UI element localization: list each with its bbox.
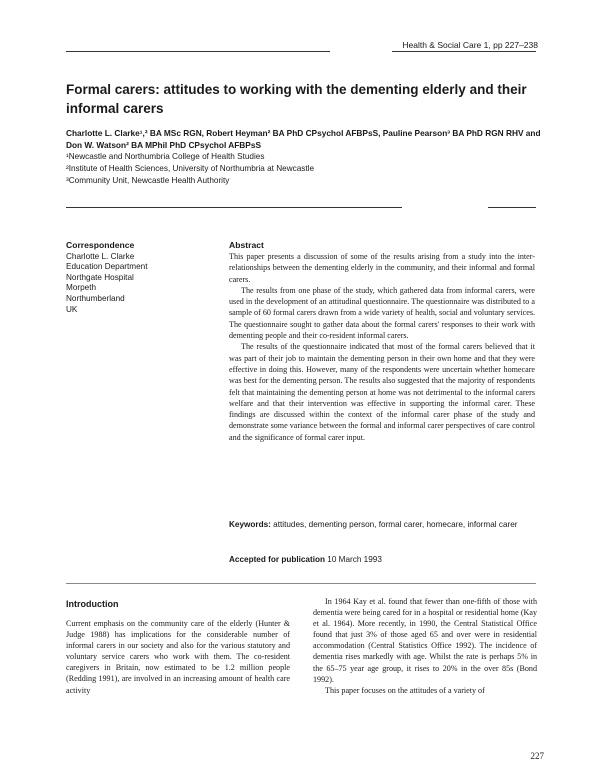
accepted-value: 10 March 1993: [327, 555, 382, 564]
body-paragraph: In 1964 Kay et al. found that fewer than one-fifth of those with dementia were being cared for in a hospital or residential home (Kay et al. 1964). More recently, in 1990, the Central Statistical Office found that just 3% of those aged 65 and over were in residential accommodation (Central Statistics Office 1992). The incidence of dementia rises markedly with age. Whilst the rate is perhaps 5% in the 65–75 year age group, it rises to 20% in the over 85s (Bond 1992).: [313, 597, 537, 684]
section-rule-right: [488, 207, 536, 208]
abstract-block: [229, 240, 535, 443]
abstract-heading: Abstract: [229, 240, 264, 250]
abstract-paragraph: The results of the questionnaire indicated that most of the formal carers believed that it was part of their job to maintain the dementing person in their own home and that they were effective in doing this. However, many of the respondents were uncertain whether homecare was best for the dementing person. The results also suggested that the majority of respondents felt that maintaining the dementing person at home was not detrimental to the informal carers welfare and that their intervention was effective in supporting the informal carer. These findings are discussed within the context of the informal carer phase of the study and demonstrate some variance between the formal and informal carer perspectives of care control and the significance of formal carer input.: [229, 342, 535, 442]
correspondence-line: UK: [66, 304, 78, 314]
author-list: Charlotte L. Clarke¹,² BA MSc RGN, Robert Heyman² BA PhD CPsychol AFBPsS, Pauline Pearson³ BA PhD RGN RHV and Don W. Watson² BA MPhil PhD CPsychol AFBPsS: [66, 128, 541, 150]
accepted-label: Accepted for publication: [229, 555, 325, 564]
body-column-left: [66, 618, 290, 696]
correspondence-heading: Correspondence: [66, 240, 135, 250]
accepted-date: [229, 555, 382, 564]
body-paragraph: This paper focuses on the attitudes of a variety of: [325, 685, 485, 695]
intro-rule: [66, 583, 536, 584]
correspondence-block: [66, 240, 206, 315]
section-rule-left: [66, 207, 402, 208]
keywords: [229, 519, 529, 530]
correspondence-line: Education Department: [66, 262, 148, 272]
correspondence-line: Northumberland: [66, 293, 125, 303]
header-rule-left: [66, 51, 330, 52]
affiliation-3: ³Community Unit, Newcastle Health Authority: [66, 176, 230, 185]
keywords-text: attitudes, dementing person, formal carer, homecare, informal carer: [273, 520, 518, 529]
affiliation-2: ²Institute of Health Sciences, University of Northumbria at Newcastle: [66, 164, 314, 173]
journal-header: Health & Social Care 1, pp 227–238: [402, 40, 538, 50]
page-number: 227: [530, 751, 544, 761]
correspondence-line: Northgate Hospital: [66, 272, 134, 282]
body-paragraph: Current emphasis on the community care of the elderly (Hunter & Judge 1988) has implications for the considerable number of informal carers in our society and also for the various statutory and voluntary service carers who work with them. The co-resident caregivers in Britain, now estimated to be 1.2 million people (Redding 1991), are involved in an increasing amount of health care activity: [66, 619, 290, 695]
author-block: [66, 127, 546, 187]
article-title: Formal carers: attitudes to working with the dementing elderly and their informal carers: [66, 82, 527, 116]
body-column-right: [313, 596, 537, 696]
correspondence-line: Morpeth: [66, 283, 97, 293]
correspondence-line: Charlotte L. Clarke: [66, 251, 135, 261]
abstract-paragraph: The results from one phase of the study, which gathered data from informal carers, were used in the development of an attitudinal questionnaire. The questionnaire was distributed to a sample of 60 formal carers drawn from a wide variety of health, social and voluntary services. The questionnaire sought to gather data about the formal carers' responses to their work with dementing people and their co-resident informal carers.: [229, 285, 535, 341]
affiliation-1: ¹Newcastle and Northumbria College of Health Studies: [66, 152, 265, 161]
header-rule-right: [392, 51, 536, 52]
keywords-label: Keywords:: [229, 520, 271, 529]
abstract-paragraph: This paper presents a discussion of some of the results arising from a study into the inter-relationships between the dementing elderly in the community, and their informal and formal carers.: [229, 252, 535, 284]
introduction-heading: Introduction: [66, 599, 119, 609]
